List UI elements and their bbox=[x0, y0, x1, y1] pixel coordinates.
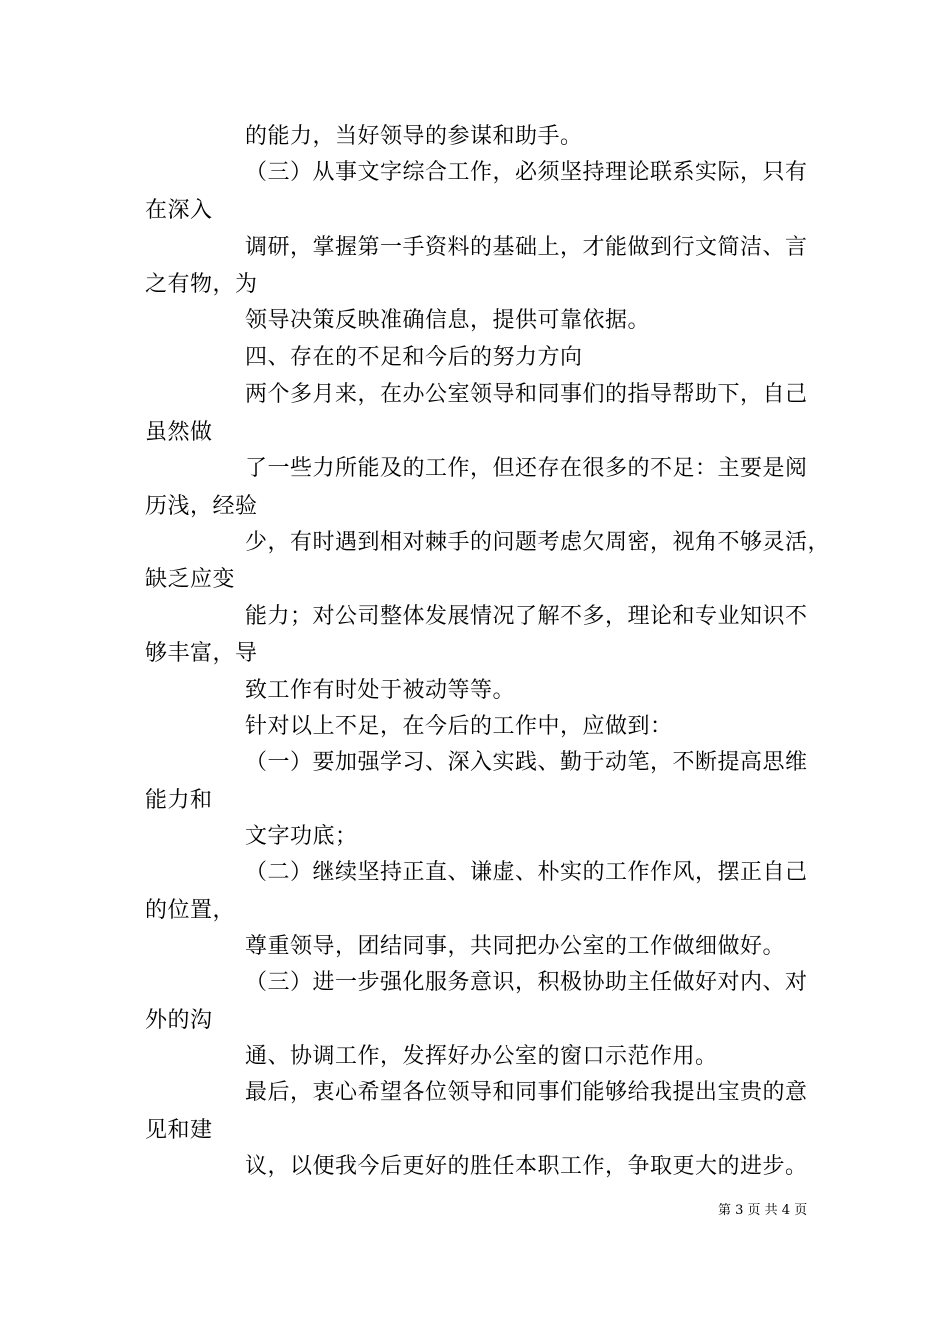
section-heading: 四、存在的不足和今后的努力方向 bbox=[245, 345, 583, 370]
text-line: 文字功底； bbox=[245, 824, 358, 849]
text-line: 之有物，为 bbox=[145, 272, 258, 297]
text-line: 缺乏应变 bbox=[145, 567, 236, 592]
text-line: （一）要加强学习、深入实践、勤于动笔，不断提高思维 bbox=[245, 750, 808, 775]
text-line: 两个多月来，在办公室领导和同事们的指导帮助下，自己 bbox=[245, 382, 808, 407]
text-line: 针对以上不足，在今后的工作中，应做到： bbox=[245, 714, 673, 739]
text-line: 的位置， bbox=[145, 898, 236, 923]
text-line: （三）从事文字综合工作，必须坚持理论联系实际，只有 bbox=[245, 160, 808, 185]
text-line: 致工作有时处于被动等等。 bbox=[245, 678, 516, 703]
text-line: （三）进一步强化服务意识，积极协助主任做好对内、对 bbox=[245, 970, 808, 995]
page-number: 第 3 页 共 4 页 bbox=[718, 1203, 808, 1218]
text-line: 虽然做 bbox=[145, 420, 213, 445]
text-line: 领导决策反映准确信息，提供可靠依据。 bbox=[245, 308, 651, 333]
text-line: 最后，衷心希望各位领导和同事们能够给我提出宝贵的意 bbox=[245, 1080, 808, 1105]
text-line: （二）继续坚持正直、谦虚、朴实的工作作风，摆正自己 bbox=[245, 860, 808, 885]
text-line: 在深入 bbox=[145, 198, 213, 223]
text-line: 了一些力所能及的工作，但还存在很多的不足：主要是阅 bbox=[245, 456, 808, 481]
text-line: 尊重领导，团结同事，共同把办公室的工作做细做好。 bbox=[245, 934, 786, 959]
text-line: 外的沟 bbox=[145, 1008, 213, 1033]
text-line: 调研，掌握第一手资料的基础上，才能做到行文简洁、言 bbox=[245, 235, 808, 260]
text-line: 能力；对公司整体发展情况了解不多，理论和专业知识不 bbox=[245, 604, 808, 629]
text-line: 议，以便我今后更好的胜任本职工作，争取更大的进步。 bbox=[245, 1154, 808, 1179]
text-line: 通、协调工作，发挥好办公室的窗口示范作用。 bbox=[245, 1044, 718, 1069]
text-line: 见和建 bbox=[145, 1118, 213, 1143]
text-line: 历浅，经验 bbox=[145, 494, 258, 519]
text-line: 能力和 bbox=[145, 788, 213, 813]
text-line: 的能力，当好领导的参谋和助手。 bbox=[245, 124, 583, 149]
text-line: 少，有时遇到相对棘手的问题考虑欠周密，视角不够灵活， bbox=[245, 530, 831, 555]
text-line: 够丰富，导 bbox=[145, 641, 258, 666]
